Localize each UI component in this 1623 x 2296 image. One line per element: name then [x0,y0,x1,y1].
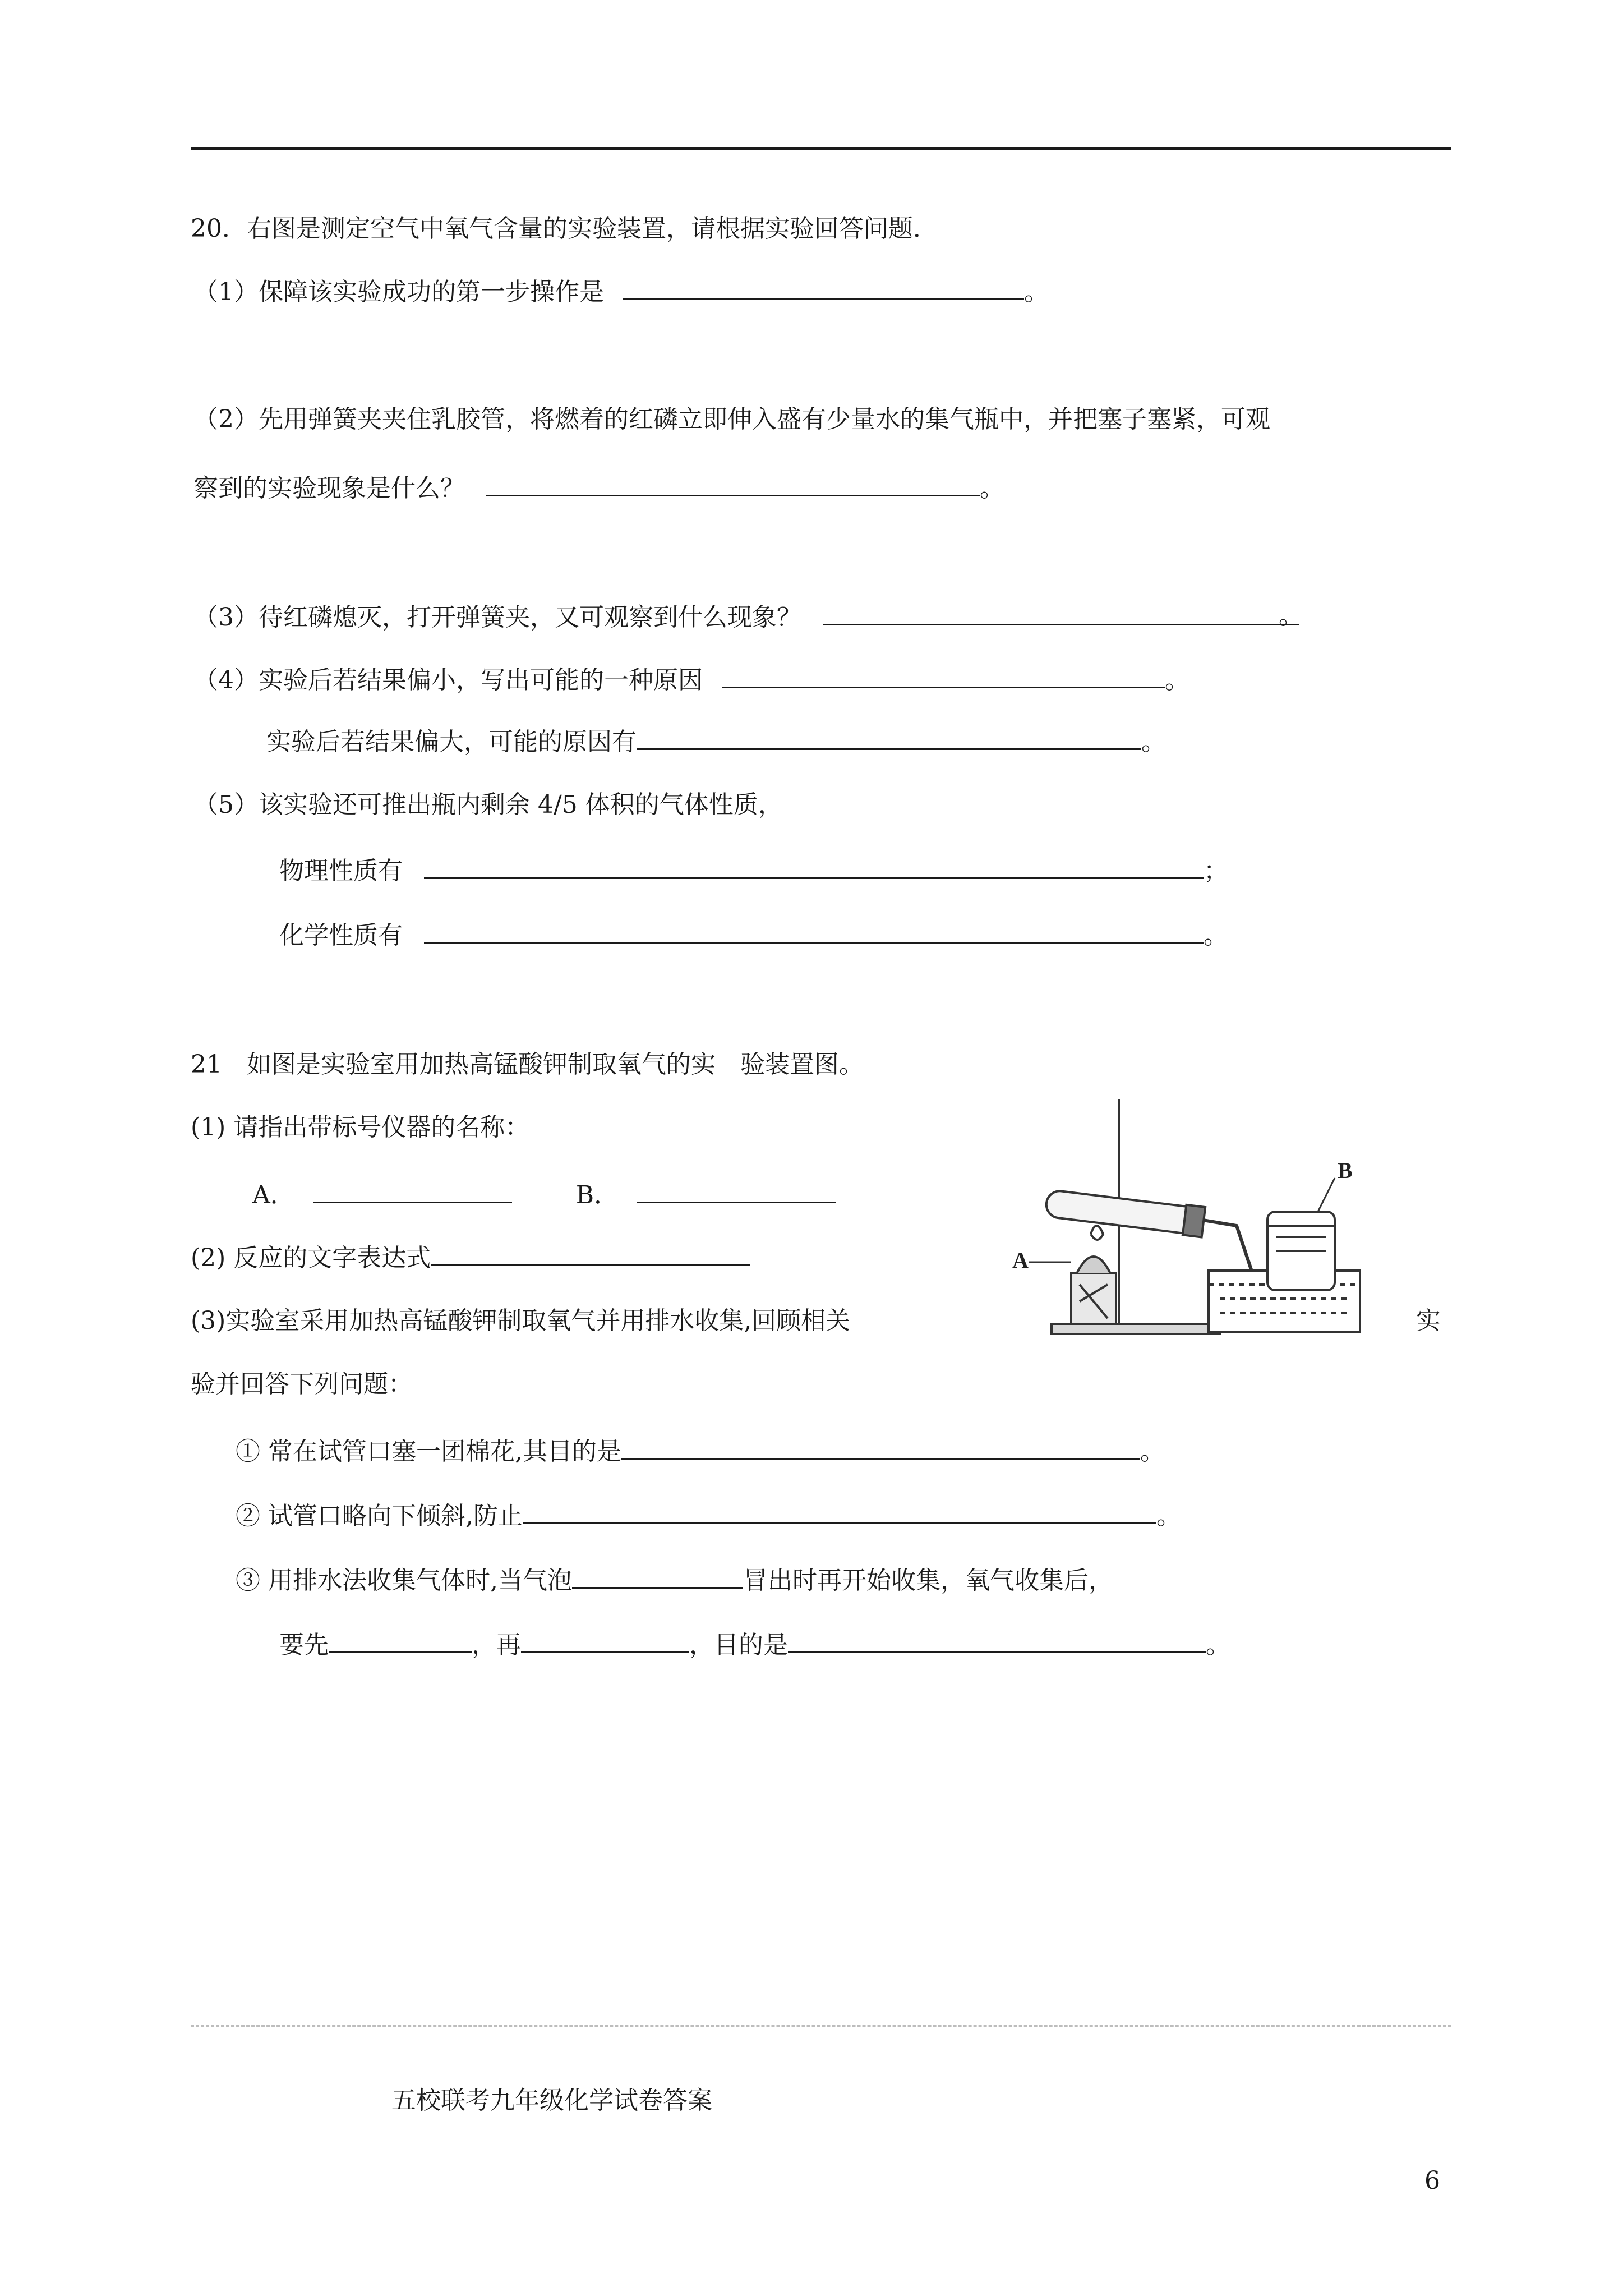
q20-part4-text: （4）实验后若结果偏小，写出可能的一种原因 [193,666,703,694]
q20-part5-chemical-label: 化学性质有 [279,921,403,950]
q20-part5-physical-blank[interactable] [424,853,1204,879]
page-number: 6 [1424,2166,1440,2195]
q20-part5: （5）该实验还可推出瓶内剩余 4/5 体积的气体性质， [193,790,783,819]
q21-sub3-text: ③ 用排水法收集气体时,当气泡 [236,1566,572,1595]
q20-part4-line1 [193,662,1189,697]
q20-part5-chemical [279,917,1228,953]
q20-part4b-text: 实验后若结果偏大，可能的原因有 [266,728,637,756]
q20-part5-physical-label: 物理性质有 [279,857,403,885]
q20-part1-answer-blank[interactable] [623,274,1024,300]
figure-label-b: B [1338,1158,1353,1183]
q21-part1: (1) 请指出带标号仪器的名称： [191,1113,530,1142]
q20-part2-line1: （2）先用弹簧夹夹住乳胶管，将燃着的红磷立即伸入盛有少量水的集气瓶中，并把塞子塞紧，可观 [193,405,1270,434]
q20-part1-text: （1）保障该实验成功的第一步操作是 [193,278,604,306]
q20-part3-answer-blank[interactable] [823,599,1299,625]
answer-b-blank[interactable] [637,1177,836,1203]
q20-part4-line2 [266,724,1166,759]
q21-sub1-blank[interactable] [621,1433,1140,1460]
q21-sub3-text-end: 冒出时再开始收集，氧气收集后， [743,1566,1113,1595]
q21-sub3-first: 要先 [279,1631,329,1659]
q21-part3-line1-end: 实 [1416,1306,1441,1335]
q21-sub3-purpose: ，目的是 [689,1631,788,1659]
period: 。 [1141,728,1166,756]
q21-part2 [191,1240,750,1275]
q20-part3 [193,599,1299,634]
q21-bubble-blank[interactable] [572,1562,743,1589]
label-a: A． [252,1181,295,1209]
q20-part3-text: （3）待红磷熄灭，打开弹簧夹，又可观察到什么现象？ [193,603,801,632]
q21-part2-text: (2) 反应的文字表达式 [191,1244,431,1272]
q21-sub3-line2 [279,1627,1230,1662]
footer-dashed-divider [191,2025,1451,2027]
q20-part2-text: 察到的实验现象是什么？ [193,474,465,503]
stand-base [1052,1324,1220,1334]
q20-part2-line2 [193,470,1004,505]
q21-sub3-then: ，再 [472,1631,521,1659]
q20-title: 20．右图是测定空气中氧气含量的实验装置，请根据实验回答问题． [191,214,938,243]
q21-sub2-text: ② 试管口略向下倾斜,防止 [236,1502,523,1530]
period: 。 [1024,278,1049,306]
q21-sub2-blank[interactable] [523,1498,1156,1524]
q21-part3-line1: (3)实验室采用加热高锰酸钾制取氧气并用排水收集,回顾相关 [191,1306,851,1335]
q21-part3-line2: 验并回答下列问题： [191,1370,413,1398]
label-b-pointer [1318,1178,1335,1212]
figure-label-a: A [1012,1248,1029,1273]
period: 。 [1165,666,1189,694]
q20-part5-physical [279,853,1228,888]
answer-section-title: 五校联考九年级化学试卷答案 [391,2086,712,2115]
q20-part2-answer-blank[interactable] [486,470,980,496]
period: 。 [1206,1631,1230,1659]
answer-a-blank[interactable] [313,1177,512,1203]
period: 。 [1156,1502,1181,1530]
period: 。 [1204,921,1228,950]
q21-sub1-text: ① 常在试管口塞一团棉花,其目的是 [236,1437,621,1466]
gas-collection-bottle [1267,1212,1335,1290]
q20-part4-answer-blank-large[interactable] [637,724,1141,750]
period: 。 [980,474,1004,503]
label-b: B． [575,1181,619,1209]
q21-title: 21 如图是实验室用加热高锰酸钾制取氧气的实 验装置图。 [191,1050,864,1079]
q20-part1 [193,274,1049,309]
test-tube [1045,1188,1205,1237]
semicolon: ； [1204,857,1228,885]
q21-second-step-blank[interactable] [521,1627,689,1653]
q20-part5-chemical-blank[interactable] [424,917,1204,944]
q21-first-step-blank[interactable] [329,1627,472,1653]
oxygen-preparation-apparatus-figure [1007,1099,1410,1341]
q21-part1-answers [252,1177,836,1212]
alcohol-lamp [1071,1226,1116,1324]
q21-equation-blank[interactable] [431,1240,750,1266]
period: 。 [1279,601,1303,630]
q21-sub2 [236,1498,1181,1533]
q21-purpose-blank[interactable] [788,1627,1206,1653]
q21-sub3-line1 [236,1562,1113,1598]
q21-sub1 [236,1433,1165,1469]
period: 。 [1140,1437,1165,1466]
q20-part4-answer-blank-small[interactable] [722,662,1165,688]
header-rule [191,147,1451,150]
